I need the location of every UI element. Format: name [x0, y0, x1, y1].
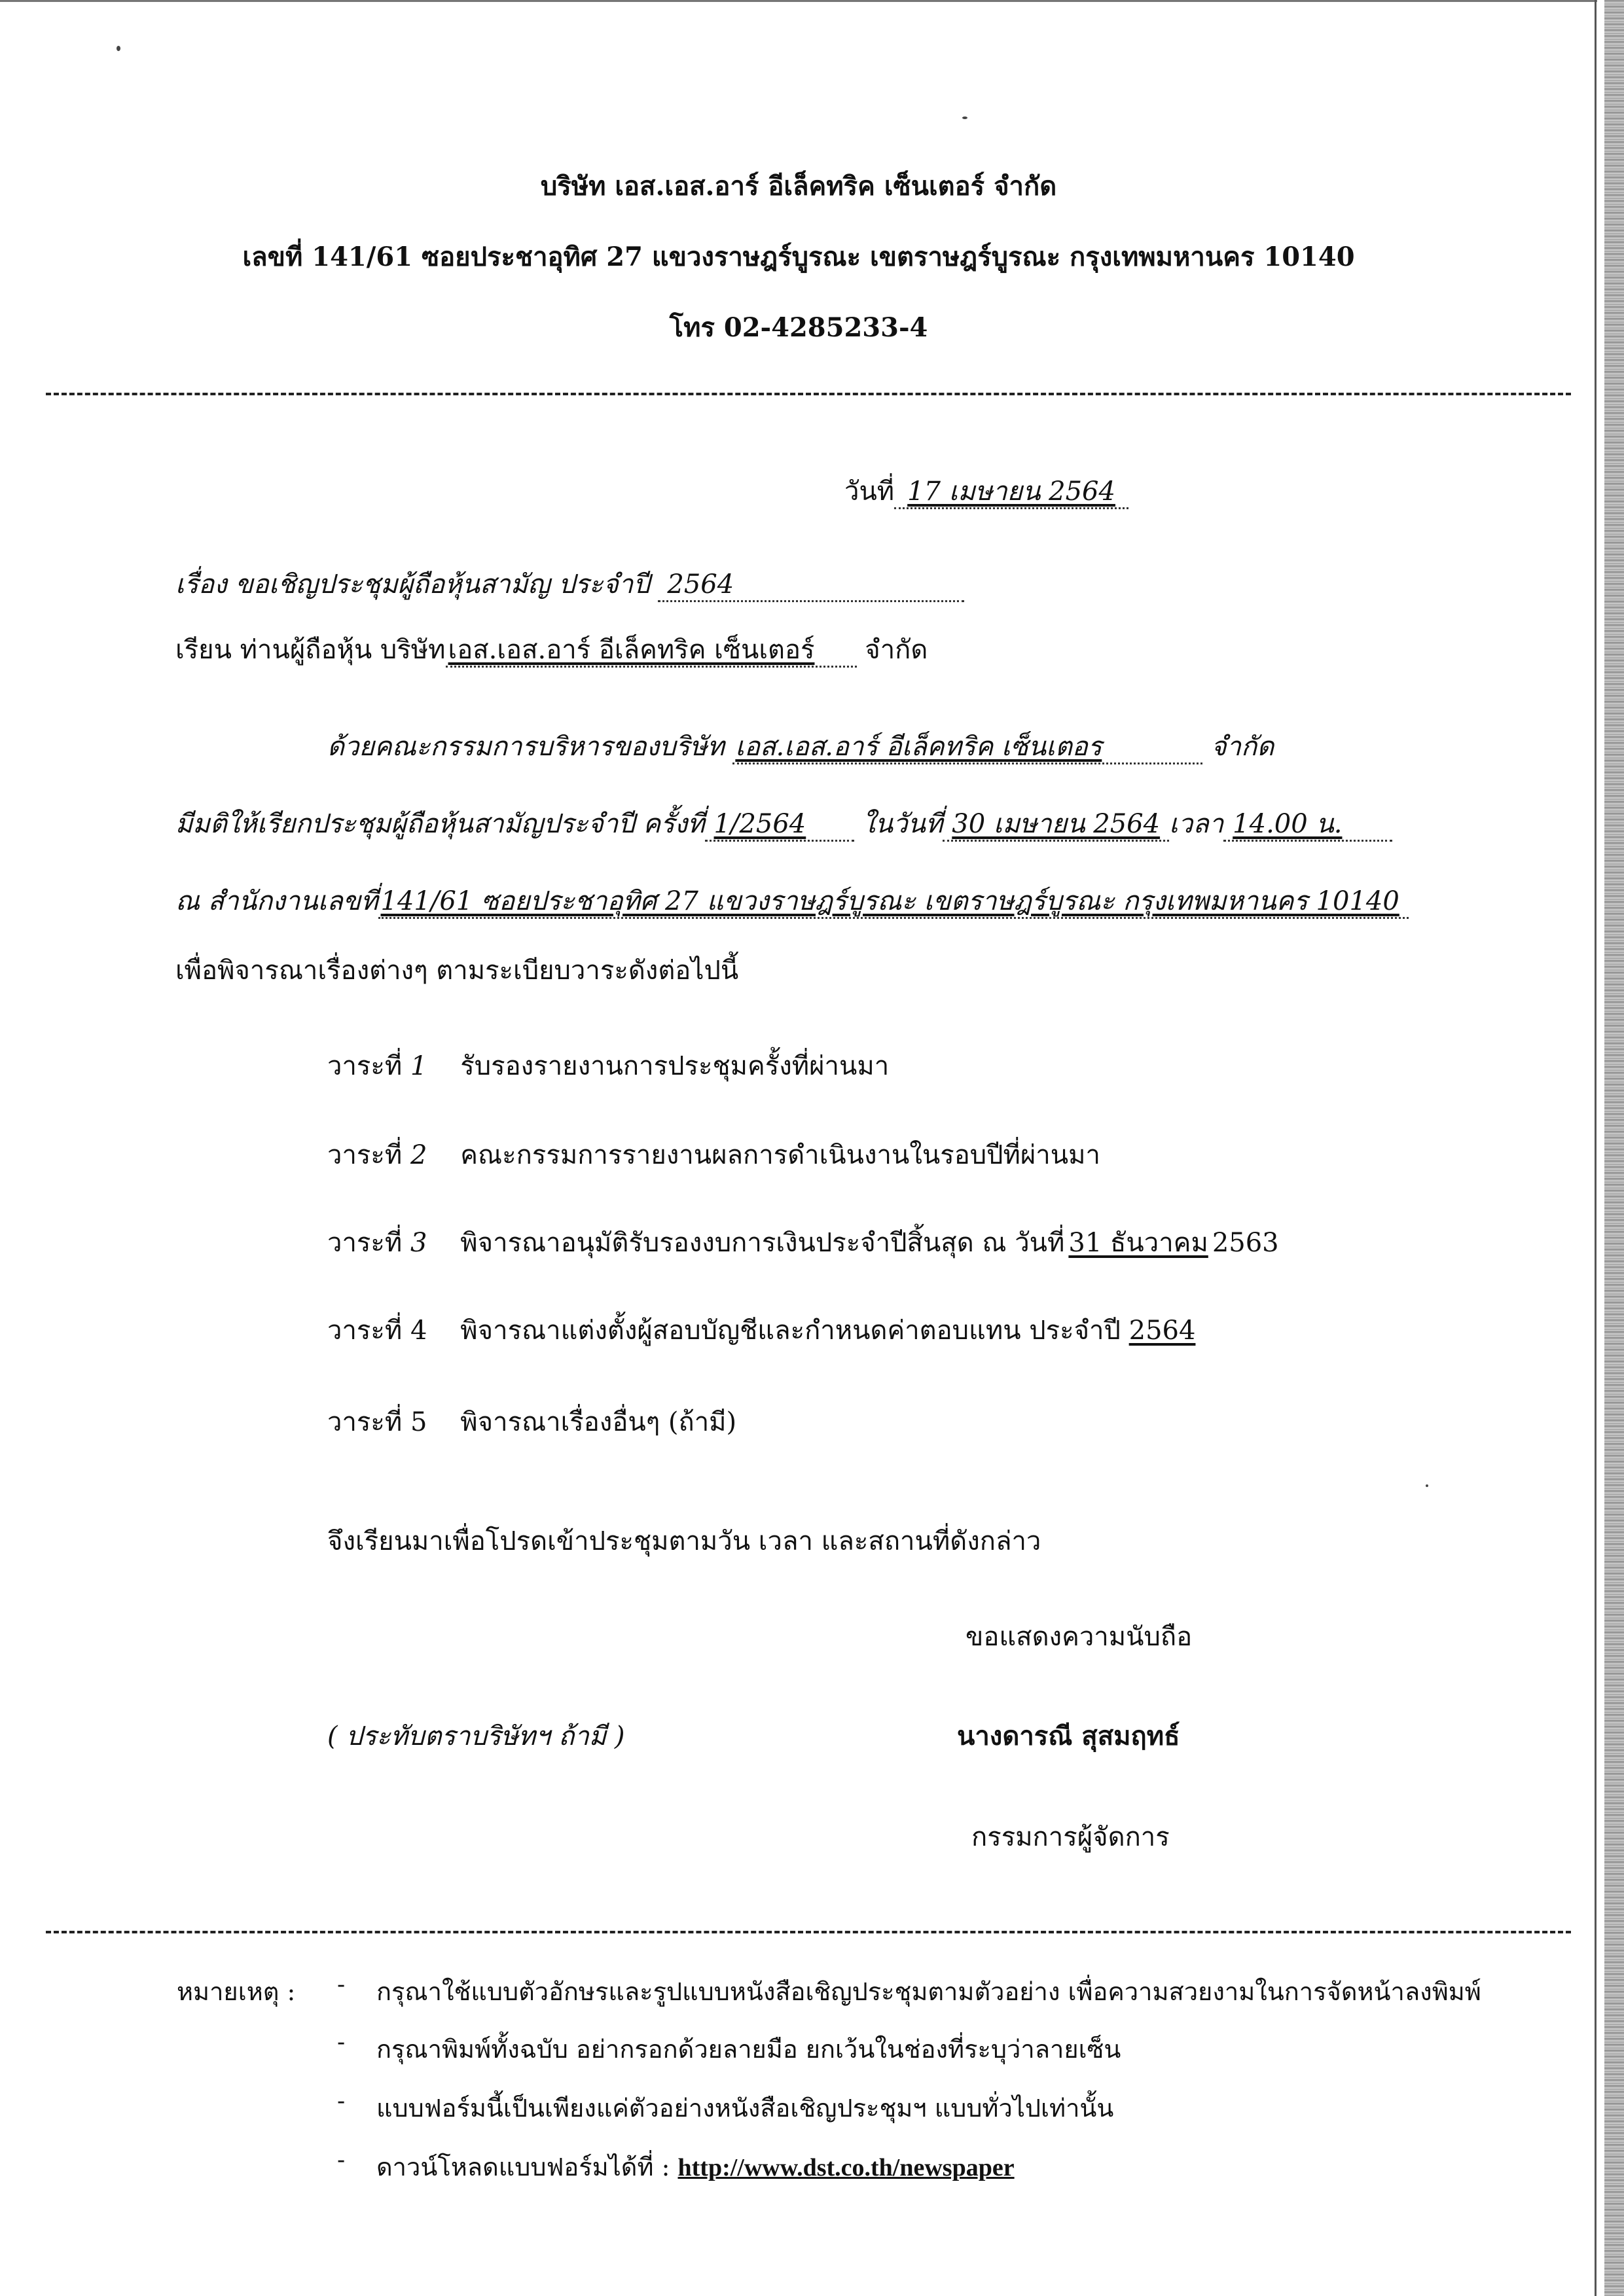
notes-label: หมายเหตุ :	[177, 1977, 296, 2006]
note-item-2: กรุณาพิมพ์ทั้งฉบับ อย่ากรอกด้วยลายมือ ยกเว้นในช่องที่ระบุว่าลายเซ็น	[376, 2035, 1121, 2064]
signer-name: นางดารณี สุสมฤทธ์	[957, 1721, 1180, 1751]
note-item-3: แบบฟอร์มนี้เป็นเพียงแค่ตัวอย่างหนังสือเชิญประชุมฯ แบบทั่วไปเท่านั้น	[376, 2094, 1114, 2123]
note-bullet: -	[337, 2088, 346, 2115]
agenda-number: 3	[410, 1228, 427, 1258]
company-address: เลขที่ 141/61 ซอยประชาอุทิศ 27 แขวงราษฎร์บูรณะ เขตราษฎร์บูรณะ กรุงเทพมหานคร 10140	[242, 242, 1355, 272]
agenda-label: วาระที่	[327, 1140, 403, 1170]
notes-divider	[46, 1931, 1571, 1933]
closing-invite: จึงเรียนมาเพื่อโปรดเข้าประชุมตามวัน เวลา และสถานที่ดังกล่าว	[327, 1526, 1041, 1556]
body-line-1-prefix: ด้วยคณะกรรมการบริหารของบริษัท	[327, 732, 725, 762]
download-label: ดาวน์โหลดแบบฟอร์มได้ที่ :	[376, 2153, 670, 2181]
company-phone: โทร 02-4285233-4	[669, 312, 928, 343]
agenda-text: พิจารณาอนุมัติรับรองงบการเงินประจำปีสิ้นสุด ณ วันที่	[460, 1228, 1065, 1258]
agenda-text: รับรองรายงานการประชุมครั้งที่ผ่านมา	[460, 1051, 890, 1081]
meeting-location: 141/61 ซอยประชาอุทิศ 27 แขวงราษฎร์บูรณะ เขตราษฎร์บูรณะ กรุงเทพมหานคร 10140	[378, 887, 1409, 919]
company-name: บริษัท เอส.เอส.อาร์ อีเล็คทริค เซ็นเตอร์ จำกัด	[540, 171, 1057, 202]
agenda-text: คณะกรรมการรายงานผลการดำเนินงานในรอบปีที่ผ่านมา	[460, 1140, 1100, 1170]
signer-title: กรรมการผู้จัดการ	[971, 1822, 1170, 1852]
agenda-number: 2	[410, 1140, 427, 1170]
download-link[interactable]: http://www.dst.co.th/newspaper	[677, 2154, 1015, 2181]
agenda-year-fill: 2564	[1128, 1316, 1196, 1346]
agenda-date-tail: 2563	[1212, 1228, 1279, 1258]
body-company: เอส.เอส.อาร์ อีเล็คทริค เซ็นเตอร	[732, 732, 1202, 764]
time-label: เวลา	[1169, 809, 1224, 839]
scan-speck	[1426, 1484, 1428, 1487]
header-divider	[46, 393, 1571, 395]
subject-label: เรื่อง ขอเชิญประชุมผู้ถือหุ้นสามัญ ประจำปี	[175, 569, 650, 600]
scan-speck	[117, 46, 120, 51]
body-line-2	[175, 802, 1392, 844]
agenda-label: วาระที่	[327, 1051, 403, 1081]
agenda-number: 5	[410, 1407, 427, 1437]
date-label: วันที่	[844, 476, 895, 507]
body-line-2-prefix: มีมติให้เรียกประชุมผู้ถือหุ้นสามัญประจำปี ครั้งที่	[175, 809, 705, 839]
agenda-text: พิจารณาเรื่องอื่นๆ (ถ้ามี)	[460, 1407, 737, 1437]
scan-right-edge	[1604, 0, 1624, 2296]
note-download	[376, 2147, 1015, 2187]
agenda-item-3	[327, 1221, 1279, 1263]
closing-regards: ขอแสดงความนับถือ	[965, 1622, 1193, 1652]
body-line-1-suffix: จำกัด	[1211, 732, 1274, 762]
subject-year: 2564	[658, 570, 964, 602]
date-line	[844, 470, 1128, 512]
salutation-label: เรียน ท่านผู้ถือหุ้น บริษัท	[175, 635, 446, 665]
meeting-date: 30 เมษายน 2564	[943, 810, 1169, 842]
body-line-3	[175, 880, 1409, 922]
scan-speck	[962, 117, 967, 119]
note-item-1: กรุณาใช้แบบตัวอักษรและรูปแบบหนังสือเชิญประชุมตามตัวอย่าง เพื่อความสวยงามในการจัดหน้าลงพิมพ์	[376, 1977, 1481, 2006]
agenda-label: วาระที่	[327, 1228, 403, 1258]
salutation-line	[175, 628, 928, 670]
agenda-number: 1	[410, 1051, 427, 1081]
stamp-note: ( ประทับตราบริษัทฯ ถ้ามี )	[327, 1721, 625, 1751]
on-date-label: ในวันที่	[862, 809, 943, 839]
salutation-suffix: จำกัด	[865, 635, 928, 665]
meeting-number: 1/2564	[705, 810, 854, 842]
note-bullet: -	[337, 2029, 346, 2056]
agenda-number: 4	[410, 1316, 427, 1346]
agenda-label: วาระที่	[327, 1316, 403, 1346]
note-bullet: -	[337, 1971, 346, 1998]
agenda-text: พิจารณาแต่งตั้งผู้สอบบัญชีและกำหนดค่าตอบแทน ประจำปี	[460, 1316, 1121, 1346]
agenda-item-5	[327, 1401, 736, 1443]
body-line-1	[327, 725, 1274, 767]
note-bullet: -	[337, 2147, 346, 2174]
agenda-item-4	[327, 1309, 1195, 1351]
salutation-company: เอส.เอส.อาร์ อีเล็คทริค เซ็นเตอร์	[446, 636, 857, 668]
agenda-item-1	[327, 1045, 889, 1086]
scan-top-edge	[0, 0, 1597, 2]
meeting-time: 14.00 น.	[1223, 810, 1392, 842]
body-line-3-prefix: ณ สำนักงานเลขที่	[175, 886, 378, 916]
subject-line	[175, 563, 964, 605]
agenda-item-2	[327, 1134, 1100, 1175]
body-line-4: เพื่อพิจารณาเรื่องต่างๆ ตามระเบียบวาระดังต่อไปนี้	[175, 956, 739, 986]
agenda-label: วาระที่	[327, 1407, 403, 1437]
date-value: 17 เมษายน 2564	[894, 477, 1128, 509]
agenda-date-fill: 31 ธันวาคม	[1068, 1228, 1208, 1258]
